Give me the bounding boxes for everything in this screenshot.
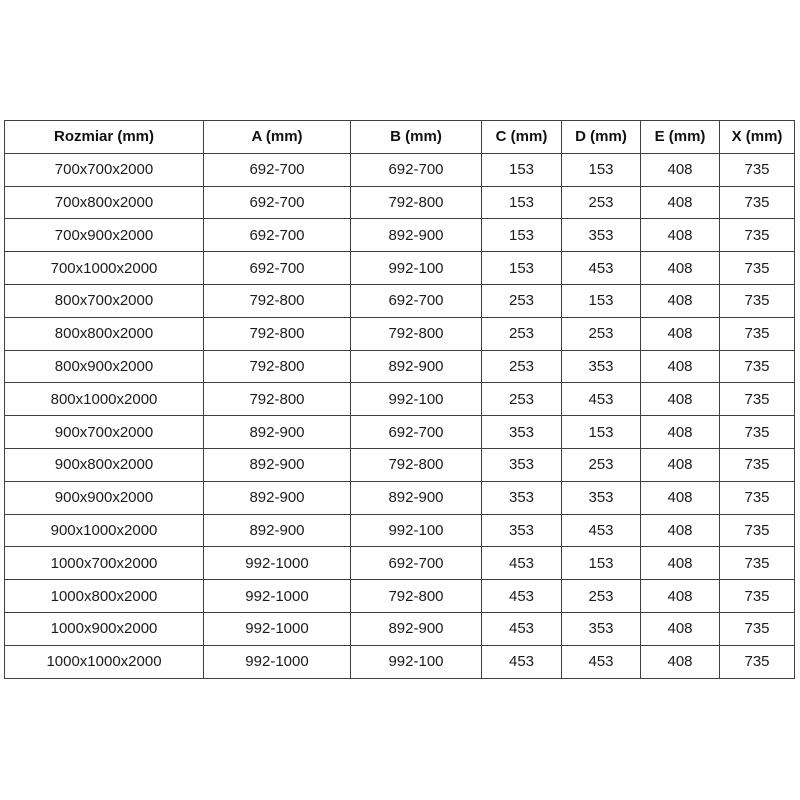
table-row: [5, 219, 795, 252]
table-cell: 353: [482, 514, 562, 547]
table-cell: 453: [562, 514, 641, 547]
table-cell: 992-100: [351, 383, 482, 416]
table-cell: 792-800: [204, 284, 351, 317]
column-header-b: B (mm): [351, 121, 482, 154]
column-header-c: C (mm): [482, 121, 562, 154]
table-cell: 892-900: [204, 416, 351, 449]
table-row: [5, 416, 795, 449]
table-row: [5, 153, 795, 186]
table-cell: 700x800x2000: [5, 186, 204, 219]
table-cell: 900x1000x2000: [5, 514, 204, 547]
table-cell: 892-900: [351, 481, 482, 514]
table-cell: 253: [482, 350, 562, 383]
table-cell: 692-700: [204, 186, 351, 219]
table-cell: 692-700: [351, 547, 482, 580]
table-cell: 792-800: [351, 186, 482, 219]
table-cell: 800x1000x2000: [5, 383, 204, 416]
table-cell: 692-700: [204, 219, 351, 252]
table-cell: 408: [641, 514, 720, 547]
table-cell: 253: [562, 448, 641, 481]
table-cell: 700x700x2000: [5, 153, 204, 186]
table-cell: 735: [720, 186, 795, 219]
table-cell: 792-800: [204, 317, 351, 350]
table-cell: 992-1000: [204, 645, 351, 678]
column-header-d: D (mm): [562, 121, 641, 154]
table-header: [5, 121, 795, 154]
table-cell: 892-900: [351, 612, 482, 645]
table-row: [5, 580, 795, 613]
table-row: [5, 612, 795, 645]
table-row: [5, 317, 795, 350]
table-row: [5, 350, 795, 383]
table-cell: 453: [562, 383, 641, 416]
table-row: [5, 284, 795, 317]
table-cell: 735: [720, 416, 795, 449]
table-cell: 892-900: [351, 350, 482, 383]
table-cell: 892-900: [204, 514, 351, 547]
table-row: [5, 448, 795, 481]
table-cell: 353: [482, 416, 562, 449]
table-cell: 992-1000: [204, 547, 351, 580]
table-cell: 800x700x2000: [5, 284, 204, 317]
table-cell: 992-100: [351, 252, 482, 285]
table-cell: 692-700: [351, 416, 482, 449]
table-cell: 353: [482, 448, 562, 481]
table-cell: 153: [562, 547, 641, 580]
column-header-x: X (mm): [720, 121, 795, 154]
table-cell: 408: [641, 416, 720, 449]
table-cell: 153: [562, 284, 641, 317]
table-cell: 792-800: [204, 350, 351, 383]
table-cell: 700x900x2000: [5, 219, 204, 252]
table-row: [5, 252, 795, 285]
table-cell: 735: [720, 219, 795, 252]
table-cell: 408: [641, 580, 720, 613]
table-cell: 735: [720, 448, 795, 481]
table-cell: 692-700: [204, 252, 351, 285]
table-cell: 800x800x2000: [5, 317, 204, 350]
table-cell: 992-100: [351, 645, 482, 678]
table-row: [5, 514, 795, 547]
table-cell: 153: [482, 219, 562, 252]
table-cell: 735: [720, 580, 795, 613]
table-cell: 453: [482, 612, 562, 645]
table-cell: 453: [482, 580, 562, 613]
table-cell: 408: [641, 481, 720, 514]
table-cell: 408: [641, 284, 720, 317]
table-cell: 792-800: [351, 317, 482, 350]
table-cell: 453: [482, 645, 562, 678]
table-cell: 408: [641, 448, 720, 481]
table-cell: 892-900: [351, 219, 482, 252]
table-cell: 408: [641, 547, 720, 580]
table-row: [5, 645, 795, 678]
table-cell: 453: [562, 252, 641, 285]
table-cell: 1000x700x2000: [5, 547, 204, 580]
table-cell: 692-700: [351, 284, 482, 317]
table-cell: 1000x800x2000: [5, 580, 204, 613]
table-cell: 900x900x2000: [5, 481, 204, 514]
column-header-e: E (mm): [641, 121, 720, 154]
table-cell: 692-700: [351, 153, 482, 186]
table-cell: 735: [720, 252, 795, 285]
table-cell: 735: [720, 383, 795, 416]
table-cell: 408: [641, 186, 720, 219]
table-cell: 892-900: [204, 448, 351, 481]
table-cell: 792-800: [351, 580, 482, 613]
table-cell: 253: [482, 383, 562, 416]
table-cell: 408: [641, 383, 720, 416]
dimensions-table: [4, 120, 795, 679]
table-cell: 735: [720, 612, 795, 645]
table-row: [5, 547, 795, 580]
table-cell: 800x900x2000: [5, 350, 204, 383]
table-body: [5, 153, 795, 678]
table-cell: 735: [720, 645, 795, 678]
table-row: [5, 481, 795, 514]
table-cell: 153: [482, 153, 562, 186]
table-cell: 353: [482, 481, 562, 514]
table-cell: 735: [720, 317, 795, 350]
table-cell: 408: [641, 153, 720, 186]
table-cell: 735: [720, 481, 795, 514]
table-cell: 153: [482, 252, 562, 285]
table-cell: 408: [641, 317, 720, 350]
table-cell: 408: [641, 219, 720, 252]
table-cell: 735: [720, 547, 795, 580]
table-cell: 353: [562, 481, 641, 514]
table-cell: 153: [482, 186, 562, 219]
table-cell: 453: [482, 547, 562, 580]
table-cell: 992-100: [351, 514, 482, 547]
table-cell: 353: [562, 219, 641, 252]
table-cell: 992-1000: [204, 612, 351, 645]
table-cell: 692-700: [204, 153, 351, 186]
table-cell: 1000x900x2000: [5, 612, 204, 645]
table-cell: 792-800: [204, 383, 351, 416]
table-cell: 408: [641, 350, 720, 383]
table-cell: 735: [720, 350, 795, 383]
table-cell: 735: [720, 284, 795, 317]
column-header-a: A (mm): [204, 121, 351, 154]
table-cell: 153: [562, 153, 641, 186]
table-cell: 253: [482, 284, 562, 317]
table-cell: 353: [562, 612, 641, 645]
table-cell: 735: [720, 514, 795, 547]
table-header-row: [5, 121, 795, 154]
table-cell: 253: [562, 580, 641, 613]
table-cell: 153: [562, 416, 641, 449]
table-cell: 792-800: [351, 448, 482, 481]
table-cell: 253: [482, 317, 562, 350]
table-cell: 408: [641, 612, 720, 645]
table-cell: 408: [641, 645, 720, 678]
table-cell: 900x700x2000: [5, 416, 204, 449]
column-header-rozmiar: Rozmiar (mm): [5, 121, 204, 154]
table-cell: 892-900: [204, 481, 351, 514]
table-cell: 700x1000x2000: [5, 252, 204, 285]
table-cell: 353: [562, 350, 641, 383]
table-cell: 453: [562, 645, 641, 678]
table-row: [5, 186, 795, 219]
table-cell: 253: [562, 186, 641, 219]
table-cell: 253: [562, 317, 641, 350]
table-cell: 900x800x2000: [5, 448, 204, 481]
table-cell: 992-1000: [204, 580, 351, 613]
table-cell: 1000x1000x2000: [5, 645, 204, 678]
table-cell: 735: [720, 153, 795, 186]
table-cell: 408: [641, 252, 720, 285]
table-row: [5, 383, 795, 416]
